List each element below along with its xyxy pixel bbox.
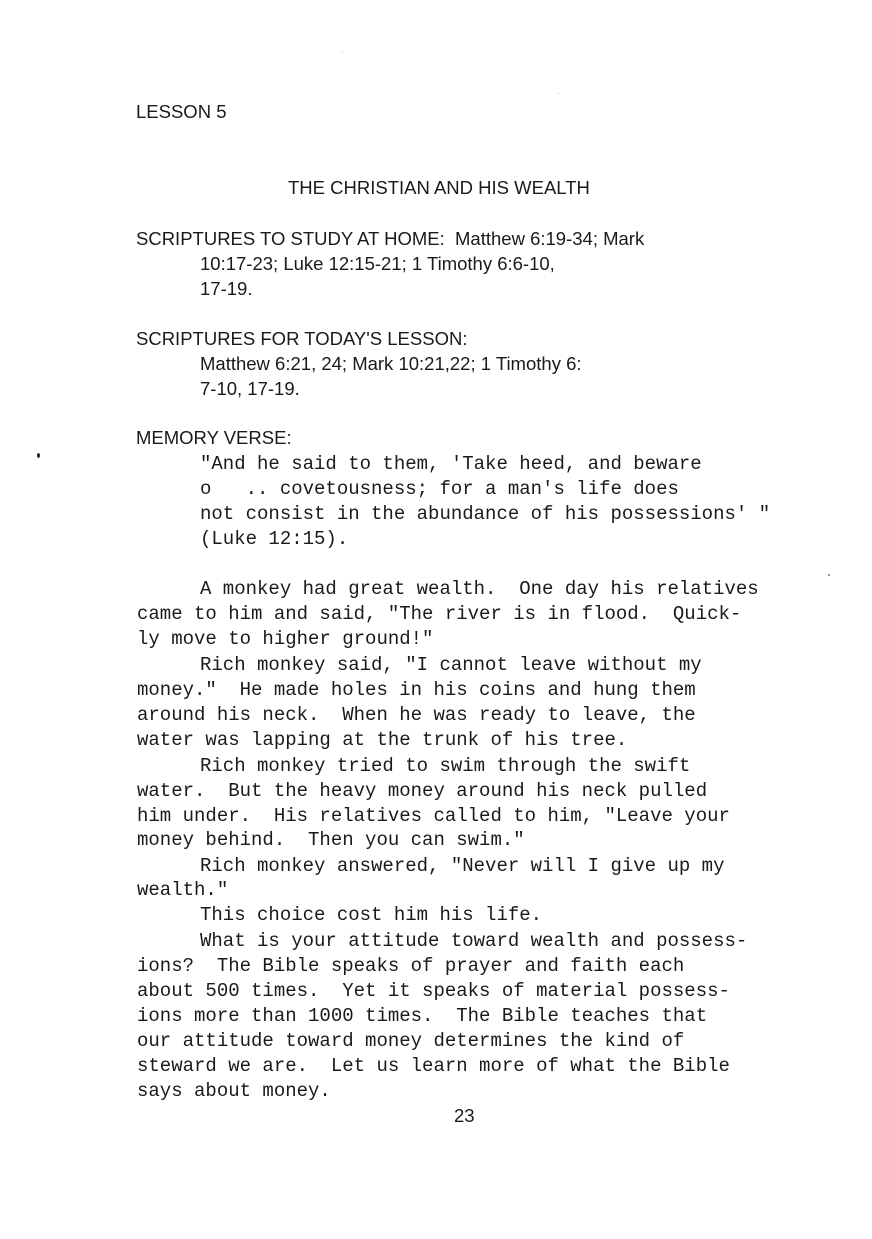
scan-speck <box>37 453 40 458</box>
body-line: A monkey had great wealth. One day his relatives <box>200 578 759 600</box>
body-line: water. But the heavy money around his neck pulled <box>137 780 708 802</box>
body-line: water was lapping at the trunk of his tree. <box>137 729 628 751</box>
body-line: This choice cost him his life. <box>200 904 543 926</box>
scriptures-home-line: 17-19. <box>200 278 253 299</box>
body-line: money behind. Then you can swim." <box>137 829 525 851</box>
scriptures-today-line: SCRIPTURES FOR TODAY'S LESSON: <box>136 328 468 349</box>
page-title: THE CHRISTIAN AND HIS WEALTH <box>288 177 590 198</box>
body-line: ly move to higher ground!" <box>137 628 434 650</box>
scriptures-home-line: SCRIPTURES TO STUDY AT HOME: Matthew 6:19-34; Mark <box>136 228 645 249</box>
body-line: ions more than 1000 times. The Bible teaches that <box>137 1005 708 1027</box>
scan-speck <box>828 574 830 576</box>
scan-speck <box>558 93 559 94</box>
body-line: came to him and said, "The river is in flood. Quick- <box>137 603 742 625</box>
memory-verse-line: "And he said to them, 'Take heed, and beware <box>200 453 702 475</box>
body-line: Rich monkey answered, "Never will I give up my <box>200 855 725 877</box>
body-line: our attitude toward money determines the kind of <box>137 1030 685 1052</box>
body-line: says about money. <box>137 1080 331 1102</box>
page-number: 23 <box>454 1105 475 1126</box>
memory-verse-heading: MEMORY VERSE: <box>136 427 292 448</box>
body-line: about 500 times. Yet it speaks of material possess- <box>137 980 730 1002</box>
memory-verse-line: o .. covetousness; for a man's life does <box>200 478 679 500</box>
scriptures-home-line: 10:17-23; Luke 12:15-21; 1 Timothy 6:6-10, <box>200 253 555 274</box>
body-line: ions? The Bible speaks of prayer and faith each <box>137 955 685 977</box>
body-line: him under. His relatives called to him, "Leave your <box>137 805 730 827</box>
body-line: money." He made holes in his coins and hung them <box>137 679 696 701</box>
memory-verse-line: not consist in the abundance of his possessions' " <box>200 503 771 525</box>
body-line: steward we are. Let us learn more of what the Bible <box>137 1055 730 1077</box>
scriptures-today-line: 7-10, 17-19. <box>200 378 300 399</box>
body-line: wealth." <box>137 879 229 901</box>
scan-speck <box>342 52 343 53</box>
lesson-label: LESSON 5 <box>136 101 227 122</box>
body-line: Rich monkey tried to swim through the swift <box>200 755 691 777</box>
memory-verse-line: (Luke 12:15). <box>200 528 349 550</box>
body-line: What is your attitude toward wealth and possess- <box>200 930 748 952</box>
body-line: Rich monkey said, "I cannot leave without my <box>200 654 702 676</box>
body-line: around his neck. When he was ready to leave, the <box>137 704 696 726</box>
scriptures-today-line: Matthew 6:21, 24; Mark 10:21,22; 1 Timothy 6: <box>200 353 582 374</box>
